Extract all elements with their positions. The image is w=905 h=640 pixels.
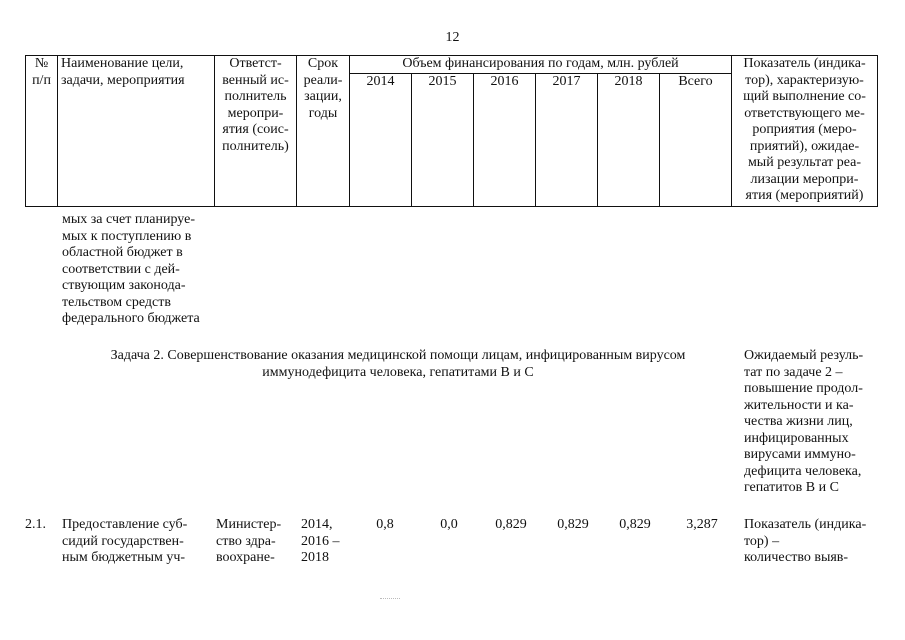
- row-2-1-number: 2.1.: [25, 517, 46, 532]
- row-2-1-value-2017: 0,829: [557, 517, 589, 532]
- row-2-1-value-2015: 0,0: [440, 517, 458, 532]
- header-term: Срок реали- зации, годы: [297, 56, 350, 207]
- header-responsible: Ответст- венный ис- полнитель меропри- ятия (соис- полнитель): [215, 56, 297, 207]
- header-year: 2018: [598, 73, 660, 206]
- header-num: № п/п: [26, 56, 58, 207]
- row-2-1-term: 2014, 2016 – 2018: [301, 517, 340, 565]
- task-2-title: Задача 2. Совершенствование оказания медицинской помощи лицам, инфицированным вирусом иммунодефицита человека, гепатитами В и С: [110, 348, 686, 380]
- header-year: 2017: [536, 73, 598, 206]
- header-name: Наименование цели, задачи, мероприятия: [58, 56, 215, 207]
- header-financing: Объем финансирования по годам, млн. рублей: [350, 56, 732, 74]
- row-2-1-value-2018: 0,829: [619, 517, 651, 532]
- row-2-1-value-2014: 0,8: [376, 517, 394, 532]
- continued-text: мых за счет планируе- мых к поступлению в областной бюджет в соответствии с дей- ствующим законода- тельством средств федерального бюджета: [62, 212, 200, 326]
- header-year: 2014: [350, 73, 412, 206]
- row-2-1-value-2016: 0,829: [495, 517, 527, 532]
- header-year: 2015: [412, 73, 474, 206]
- header-year: 2016: [474, 73, 536, 206]
- scan-artifact: [380, 598, 400, 600]
- row-2-1-value-total: 3,287: [686, 517, 718, 532]
- header-table: [25, 55, 878, 207]
- header-total: Всего: [660, 73, 732, 206]
- header-indicator: Показатель (индика- тор), характеризую- щий выполнение со- ответствующего ме- роприятия (меро- приятий), ожидае- мый результат реа- лизации меропри- ятия (мероприятий): [732, 56, 878, 207]
- page-number: 12: [445, 30, 460, 45]
- task-2-expected-result: Ожидаемый резуль- тат по задаче 2 – повышение продол- жительности и ка- чества жизни лиц, инфицированных вирусами иммуно- дефицита человека, гепатитов В и С: [744, 348, 864, 495]
- row-2-1-name: Предоставление суб- сидий государствен- ным бюджетным уч-: [62, 517, 188, 565]
- row-2-1-indicator: Показатель (индика- тор) – количество выяв-: [744, 517, 867, 565]
- row-2-1-responsible: Министер- ство здра- воохране-: [216, 517, 282, 565]
